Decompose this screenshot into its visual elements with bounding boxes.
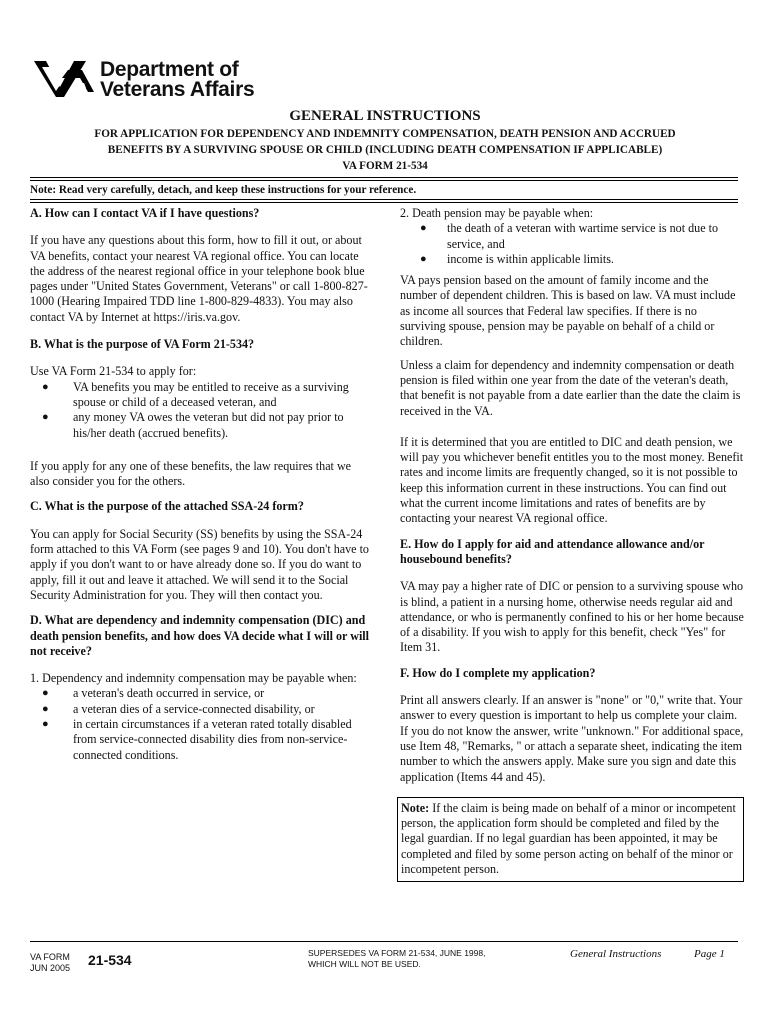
section-e-heading: E. How do I apply for aid and attendance allowance and/or housebound benefits? (400, 536, 705, 566)
section-d2-text-4: If it is determined that you are entitled to DIC and death pension, we will pay you whichever benefit entitles you to the most money. Benefit rates and income limits are frequently changed, so it is not possible to keep this information current in these instructions. You can find out what the current income limitations and rates of benefits are by contacting your nearest VA regional office. (400, 434, 744, 526)
right-column (400, 206, 744, 882)
section-c-heading: C. What is the purpose of the attached SSA-24 form? (30, 499, 304, 514)
section-a-text: If you have any questions about this form, how to fill it out, or about VA benefits, contact your nearest VA regional office. You can locate the address of the nearest regional office in your telephone book blue pages under "United States Government, Veterans" or call 1-800-827-1000 (Hearing Impaired TDD line 1-800-829-4833). You may also contact VA by Internet at https://iris.va.gov. (30, 233, 368, 324)
footer-form-label (30, 952, 70, 974)
section-b-heading: B. What is the purpose of VA Form 21-534? (30, 337, 255, 352)
reference-note: Note: Read very carefully, detach, and keep these instructions for your reference. (30, 184, 417, 196)
list-item: ● VA benefits you may be entitled to receive as a surviving spouse or child of a deceased veteran, and (30, 380, 370, 411)
divider-top-2 (30, 180, 738, 181)
guardian-note-box (397, 797, 744, 882)
footer-supersedes-2: WHICH WILL NOT BE USED. (308, 959, 421, 969)
list-item: ● a veteran dies of a service-connected disability, or (30, 702, 370, 717)
list-item: ● any money VA owes the veteran but did not pay prior to his/her death (accrued benefits). (30, 410, 370, 441)
section-b-list (30, 380, 370, 441)
section-d2-text-3: Unless a claim for dependency and indemnity compensation or death pension is filed within one year from the date of the veteran's death, that benefit is not payable from a date earlier than the date the claim is received in the VA. (400, 357, 741, 418)
document-subtitle-2: BENEFITS BY A SURVIVING SPOUSE OR CHILD (INCLUDING DEATH COMPENSATION IF APPLICABLE) (107, 144, 663, 156)
divider-mid-1 (30, 199, 738, 200)
list-item: ● a veteran's death occurred in service, or (30, 686, 370, 701)
section-c-text: You can apply for Social Security (SS) benefits by using the SSA-24 form attached to this VA Form (see pages 9 and 10). You don't have to apply if you don't want to or have already done so. If you do want to apply, fill it out and leave it attached. We will send it to the Social Security Administration for you. They will then contact you. (30, 526, 369, 602)
section-b-text: Use VA Form 21-534 to apply for: (30, 364, 197, 379)
section-b-text-2: If you apply for any one of these benefits, the law requires that we also consider you for the others. (30, 458, 352, 489)
footer-section-label: General Instructions (570, 948, 662, 960)
document-title: GENERAL INSTRUCTIONS (289, 108, 481, 124)
divider-top-1 (30, 177, 738, 178)
document-header (0, 108, 770, 174)
note-label: Note: (401, 800, 430, 815)
section-d2-list (400, 221, 744, 267)
footer-page-number: Page 1 (694, 948, 725, 960)
footer-supersedes (308, 948, 485, 970)
footer-form-number: 21-534 (88, 952, 132, 968)
left-column (30, 206, 370, 763)
section-f-heading: F. How do I complete my application? (400, 665, 596, 680)
note-text: If the claim is being made on behalf of a minor or incompetent person, the application form should be completed and filed by the legal guardian. If no legal guardian has been appointed, it may be completed and filed by some person acting on behalf of the minor or incompetent person. (401, 800, 736, 876)
footer-form-label-2: JUN 2005 (30, 963, 71, 973)
section-d2-text: 2. Death pension may be payable when: (400, 206, 594, 220)
org-name-line2: Veterans Affairs (100, 78, 255, 101)
document-subtitle-1: FOR APPLICATION FOR DEPENDENCY AND INDEMNITY COMPENSATION, DEATH PENSION AND ACCRUED (94, 128, 676, 140)
section-f-text: Print all answers clearly. If an answer is "none" or "0," write that. Your answer to every question is important to help us complete your claim. If you do not know the answer, write "unknown." For additional space, use Item 48, "Remarks, " or attach a separate sheet, indicating the item number to which the answers apply. Make sure you sign and date this application (Items 44 and 45). (400, 693, 744, 784)
section-a-heading: A. How can I contact VA if I have questions? (30, 206, 260, 220)
list-item: ● income is within applicable limits. (400, 252, 744, 267)
va-logo (32, 58, 302, 104)
section-d2-text-2: VA pays pension based on the amount of family income and the number of dependent children. This is based on law. VA must include as income all sources that Federal law specifies. If there is no surviving spouse, pension may be payable on behalf of a child or children. (400, 273, 736, 349)
page-footer (30, 948, 738, 978)
section-d-text: 1. Dependency and indemnity compensation may be payable when: (30, 671, 357, 686)
section-d-heading: D. What are dependency and indemnity compensation (DIC) and death pension benefits, and how does VA decide what I will or will not receive? (30, 613, 370, 658)
org-name-line1: Department of (100, 58, 239, 81)
va-seal-icon (32, 58, 98, 98)
section-d-list (30, 686, 370, 762)
divider-footer (30, 941, 738, 942)
footer-form-label-1: VA FORM (30, 952, 70, 962)
list-item: ● in certain circumstances if a veteran rated totally disabled from service-connected disability dies from non-service-connected conditions. (30, 717, 370, 763)
divider-mid-2 (30, 202, 738, 203)
footer-supersedes-1: SUPERSEDES VA FORM 21-534, JUNE 1998, (308, 948, 486, 958)
list-item: ● the death of a veteran with wartime service is not due to service, and (400, 221, 744, 252)
section-e-text: VA may pay a higher rate of DIC or pension to a surviving spouse who is blind, a patient in a nursing home, otherwise needs regular aid and attendance, or who is permanently confined to his or her home because of a disability. If you wish to apply for this benefit, check "Yes" for Item 31. (400, 579, 744, 655)
form-id: VA FORM 21-534 (342, 160, 428, 172)
